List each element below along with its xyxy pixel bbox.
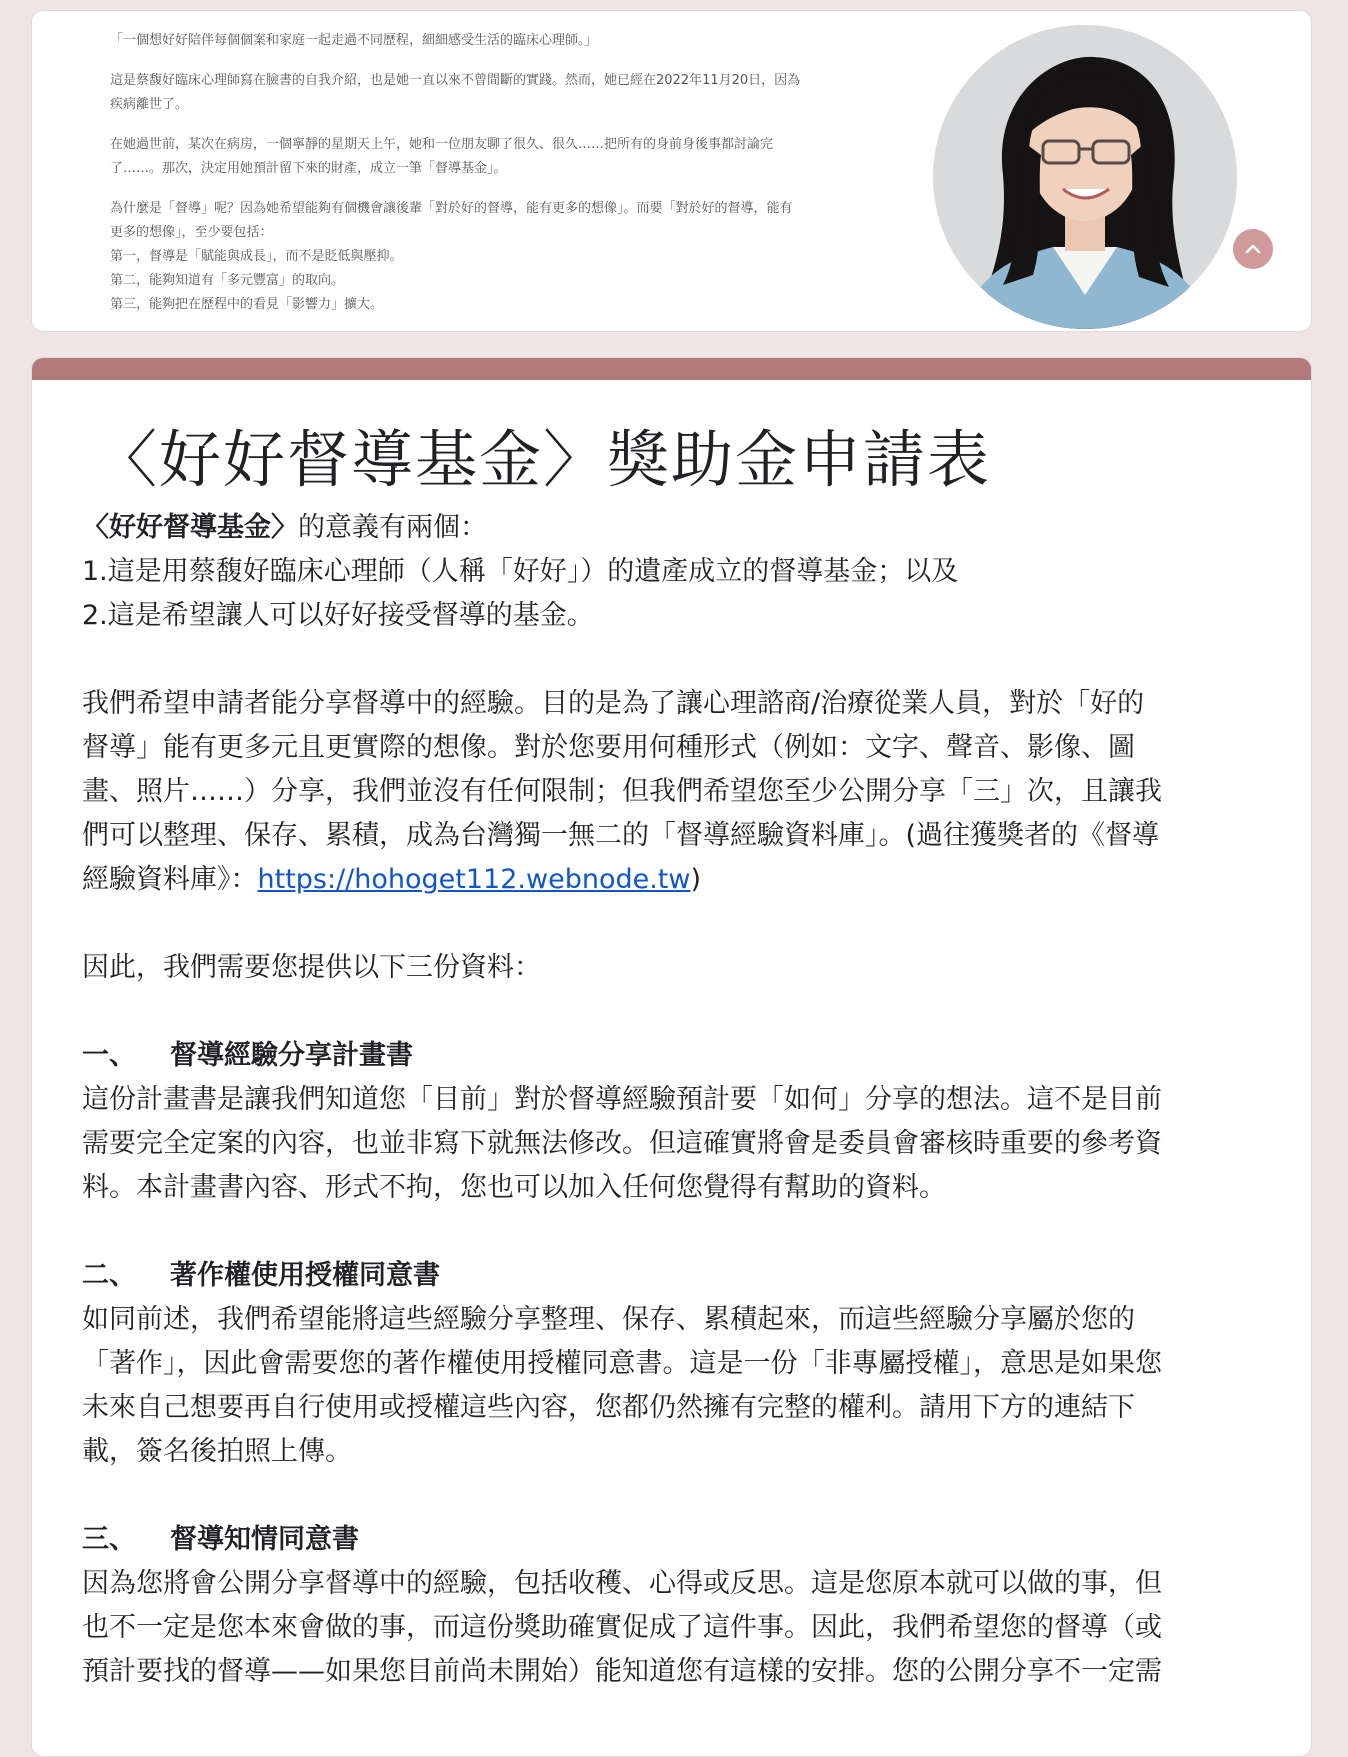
chevron-up-icon xyxy=(1244,240,1262,258)
share-line-5-pre: 經驗資料庫》： xyxy=(82,864,258,895)
section-2-line: 未來自己想要再自行使用或授權這些內容，您都仍然擁有完整的權利。請用下方的連結下 xyxy=(82,1392,1135,1423)
woman-portrait-icon xyxy=(933,25,1237,329)
section-2-line: 如同前述，我們希望能將這些經驗分享整理、保存、累積起來，而這些經驗分享屬於您的 xyxy=(82,1304,1135,1335)
banner-item-2: 第二，能夠知道有「多元豐富」的取向。 xyxy=(110,273,345,288)
share-line-3: 畫、照片……）分享，我們並沒有任何限制；但我們希望您至少公開分享「三」次，且讓我 xyxy=(82,776,1162,807)
form-card xyxy=(31,357,1312,1757)
section-heading-2 xyxy=(82,1254,1292,1298)
banner-item-1: 第一，督導是「賦能與成長」，而不是貶低與壓抑。 xyxy=(110,249,403,264)
database-link[interactable]: https://hohoget112.webnode.tw xyxy=(257,864,691,895)
banner-p1-line1: 這是蔡馥好臨床心理師寫在臉書的自我介紹，也是她一直以來不曾間斷的實踐。然而，她已經在2022年11月20日，因為 xyxy=(110,73,801,88)
section-heading-3 xyxy=(82,1518,1292,1562)
share-line-5 xyxy=(82,858,1292,902)
banner-p2-line1: 在她過世前，某次在病房，一個寧靜的星期天上午，她和一位朋友聊了很久、很久……把所有的身前身後事都討論完 xyxy=(110,137,774,152)
banner-p3-line1: 為什麼是「督導」呢？因為她希望能夠有個機會讓後輩「對於好的督導，能有更多的想像」。而要「對於好的督導，能有 xyxy=(110,201,793,216)
intro-line xyxy=(82,506,1292,550)
share-line-2: 督導」能有更多元且更實際的想像。對於您要用何種形式（例如：文字、聲音、影像、圖 xyxy=(82,732,1135,763)
intro-rest: 的意義有兩個： xyxy=(298,512,487,543)
share-line-4: 們可以整理、保存、累積，成為台灣獨一無二的「督導經驗資料庫」。(過往獲獎者的《督導 xyxy=(82,820,1160,851)
banner-p2-line2: 了……。那次，決定用她預計留下來的財產，成立一筆「督導基金」。 xyxy=(110,161,507,176)
section-number: 一、 xyxy=(82,1040,136,1071)
section-title: 督導知情同意書 xyxy=(170,1524,359,1555)
fund-name: 〈好好督導基金〉 xyxy=(82,512,298,543)
banner-item-3: 第三，能夠把在歷程中的看見「影響力」擴大。 xyxy=(110,297,384,312)
banner-paragraph-3 xyxy=(110,197,950,317)
banner-paragraph-1 xyxy=(110,69,950,117)
section-3-line: 因為您將會公開分享督導中的經驗，包括收穫、心得或反思。這是您原本就可以做的事，但 xyxy=(82,1568,1162,1599)
section-title: 督導經驗分享計畫書 xyxy=(170,1040,413,1071)
meaning-1: 1.這是用蔡馥好臨床心理師（人稱「好好」）的遺產成立的督導基金；以及 xyxy=(82,556,959,587)
section-3-line: 也不一定是您本來會做的事，而這份獎助確實促成了這件事。因此，我們希望您的督導（或 xyxy=(82,1612,1162,1643)
banner-quote: 「一個想好好陪伴每個個案和家庭一起走過不同歷程，細細感受生活的臨床心理師。」 xyxy=(110,33,598,48)
section-2-line: 載，簽名後拍照上傳。 xyxy=(82,1436,352,1467)
scroll-up-button[interactable] xyxy=(1233,229,1273,269)
form-title: 〈好好督導基金〉獎助金申請表 xyxy=(95,423,992,496)
section-1-line: 需要完全定案的內容，也並非寫下就無法修改。但這確實將會是委員會審核時重要的參考資 xyxy=(82,1128,1162,1159)
section-heading-1 xyxy=(82,1034,1292,1078)
section-1-line: 料。本計畫書內容、形式不拘，您也可以加入任何您覺得有幫助的資料。 xyxy=(82,1172,946,1203)
share-line-5-post: ) xyxy=(690,864,702,895)
share-line-1: 我們希望申請者能分享督導中的經驗。目的是為了讓心理諮商/治療從業人員，對於「好的 xyxy=(82,688,1145,719)
section-number: 二、 xyxy=(82,1260,136,1291)
banner-p1-line2: 疾病離世了。 xyxy=(110,97,189,112)
header-banner xyxy=(31,10,1312,332)
banner-paragraph-2 xyxy=(110,133,950,181)
section-number: 三、 xyxy=(82,1524,136,1555)
meaning-2: 2.這是希望讓人可以好好接受督導的基金。 xyxy=(82,600,594,631)
portrait-photo xyxy=(933,25,1237,329)
form-accent-bar xyxy=(32,358,1311,380)
need-three-docs: 因此，我們需要您提供以下三份資料： xyxy=(82,952,541,983)
section-title: 著作權使用授權同意書 xyxy=(170,1260,440,1291)
section-1-line: 這份計畫書是讓我們知道您「目前」對於督導經驗預計要「如何」分享的想法。這不是目前 xyxy=(82,1084,1162,1115)
section-3-line: 預計要找的督導——如果您目前尚未開始）能知道您有這樣的安排。您的公開分享不一定需 xyxy=(82,1656,1162,1687)
banner-p3-line2: 更多的想像」，至少要包括： xyxy=(110,225,273,240)
banner-text xyxy=(110,29,950,317)
form-description xyxy=(82,506,1292,1694)
section-2-line: 「著作」，因此會需要您的著作權使用授權同意書。這是一份「非專屬授權」，意思是如果您 xyxy=(82,1348,1162,1379)
